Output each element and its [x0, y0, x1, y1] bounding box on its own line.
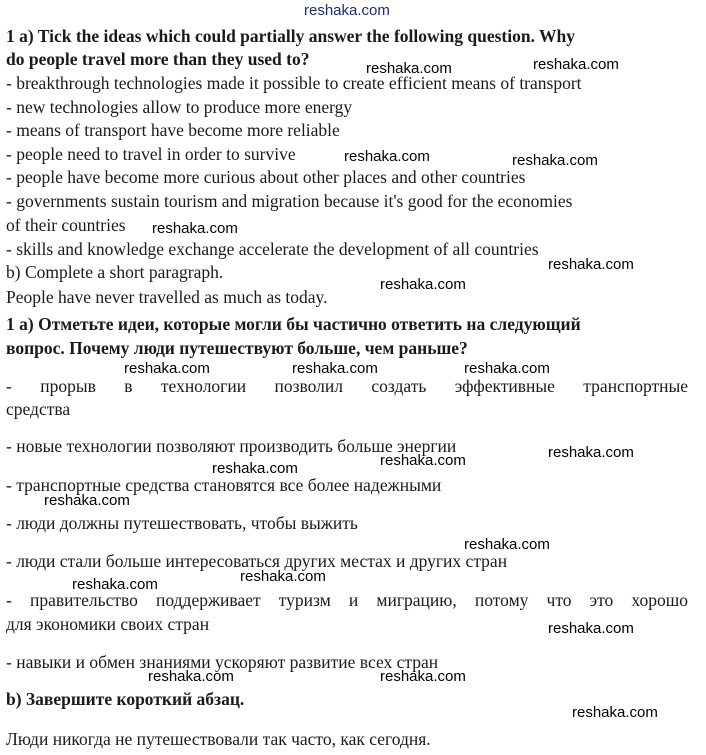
- list-item-en: - people need to travel in order to survive: [6, 144, 296, 164]
- list-item-en: - new technologies allow to produce more energy: [6, 97, 353, 117]
- list-item-ru: - навыки и обмен знаниями ускоряют развитие всех стран: [6, 652, 439, 672]
- list-item-ru: - люди стали больше интересоваться других местах и других стран: [6, 551, 508, 571]
- list-item-en: - people have become more curious about other places and other countries: [6, 167, 526, 187]
- list-item-en: - breakthrough technologies made it possible to create efficient means of transport: [6, 73, 582, 93]
- watermark: reshaka.com: [380, 452, 466, 469]
- list-item-ru: - новые технологии позволяют производить больше энергии: [6, 436, 457, 456]
- watermark: reshaka.com: [548, 444, 634, 461]
- watermark: reshaka.com: [344, 148, 430, 165]
- task-a-heading-ru: 1 а) Отметьте идеи, которые могли бы частично ответить на следующий: [6, 314, 581, 334]
- watermark: reshaka.com: [380, 668, 466, 685]
- watermark: reshaka.com: [464, 536, 550, 553]
- paragraph-ru: Люди никогда не путешествовали так часто, как сегодня.: [6, 729, 431, 749]
- list-item-en: - governments sustain tourism and migration because it's good for the economies: [6, 191, 573, 211]
- watermark: reshaka.com: [512, 152, 598, 169]
- watermark: reshaka.com: [152, 220, 238, 237]
- paragraph-en: People have never travelled as much as today.: [6, 287, 328, 307]
- watermark: reshaka.com: [240, 568, 326, 585]
- list-item-ru: - правительство поддерживает туризм и миграцию, потому что это хорошо: [6, 590, 688, 610]
- watermark: reshaka.com: [548, 256, 634, 273]
- task-b-heading-ru: b) Завершите короткий абзац.: [6, 689, 245, 709]
- watermark: reshaka.com: [464, 360, 550, 377]
- list-item-en: - skills and knowledge exchange accelerate the development of all countries: [6, 239, 539, 259]
- watermark: reshaka.com: [533, 56, 619, 73]
- task-a-heading-ru-line2: вопрос. Почему люди путешествуют больше, чем раньше?: [6, 338, 468, 358]
- watermark: reshaka.com: [124, 360, 210, 377]
- list-item-ru: - прорыв в технологии позволил создать эффективные транспортные: [6, 376, 688, 396]
- watermark: reshaka.com: [548, 620, 634, 637]
- list-item-ru: - транспортные средства становятся все более надежными: [6, 475, 442, 495]
- list-item-en-continuation: of their countries: [6, 215, 126, 235]
- list-item-ru-continuation: средства: [6, 399, 71, 419]
- watermark: reshaka.com: [380, 276, 466, 293]
- watermark: reshaka.com: [44, 492, 130, 509]
- task-a-heading-en-line2: do people travel more than they used to?: [6, 49, 310, 69]
- list-item-ru-continuation: для экономики своих стран: [6, 614, 210, 634]
- watermark: reshaka.com: [72, 576, 158, 593]
- watermark: reshaka.com: [148, 668, 234, 685]
- watermark: reshaka.com: [292, 360, 378, 377]
- task-a-heading-en: 1 a) Tick the ideas which could partially answer the following question. Why: [6, 26, 575, 46]
- task-b-heading-en: b) Complete a short paragraph.: [6, 262, 224, 282]
- watermark: reshaka.com: [366, 60, 452, 77]
- watermark: reshaka.com: [572, 704, 658, 721]
- list-item-en: - means of transport have become more reliable: [6, 120, 340, 140]
- watermark-header: reshaka.com: [304, 2, 390, 19]
- watermark: reshaka.com: [212, 460, 298, 477]
- list-item-ru: - люди должны путешествовать, чтобы выжить: [6, 513, 358, 533]
